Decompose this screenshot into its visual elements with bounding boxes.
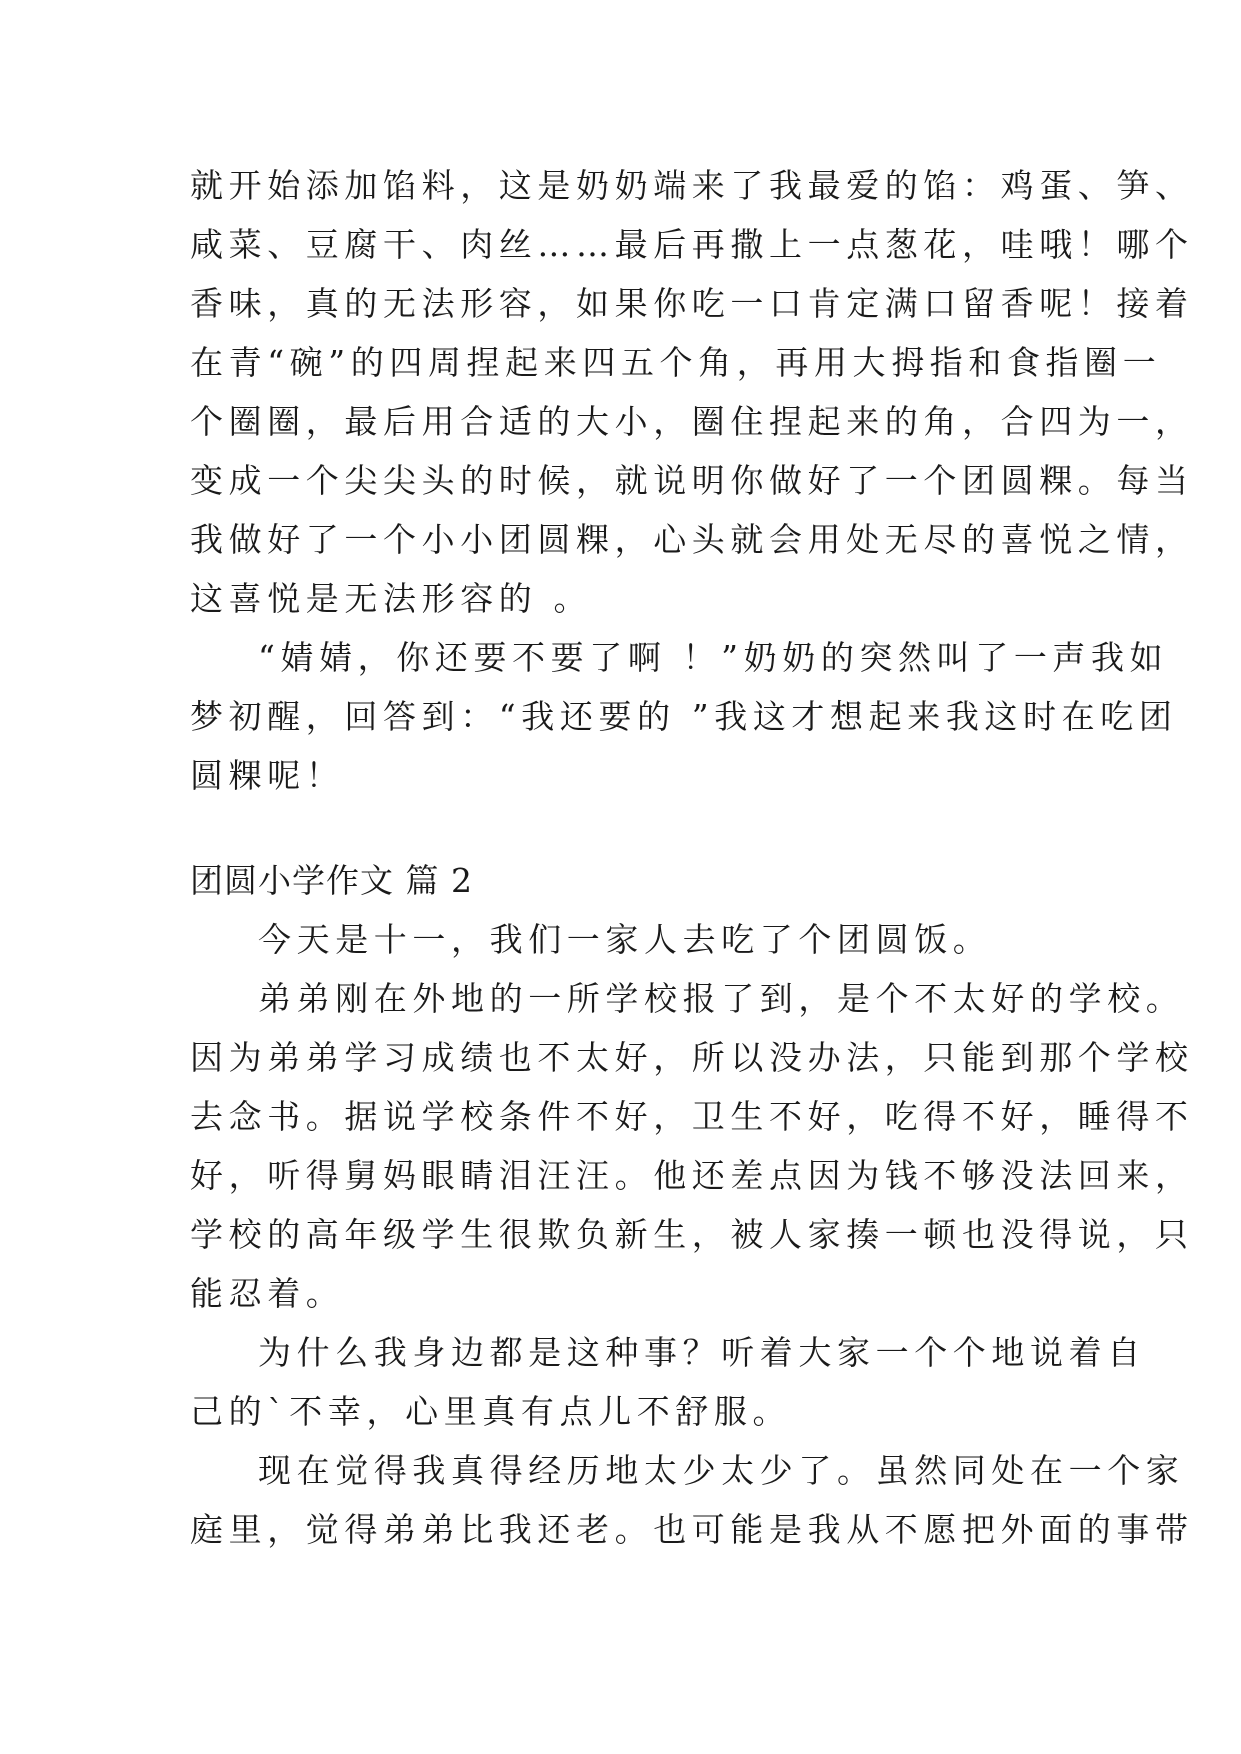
text-line: 这喜悦是无法形容的 。 [190, 579, 593, 618]
text-line: 梦初醒，回答到：“我还要的 ”我这才想起来我这时在吃团 [190, 697, 1178, 736]
text-line: 学校的高年级学生很欺负新生，被人家揍一顿也没得说，只 [190, 1215, 1194, 1254]
text-line: “婧婧，你还要不要了啊 ！”奶奶的突然叫了一声我如 [258, 638, 1169, 677]
text-line: 去念书。据说学校条件不好，卫生不好，吃得不好，睡得不 [190, 1097, 1194, 1136]
text-line: 在青“碗”的四周捏起来四五个角，再用大拇指和食指圈一 [190, 343, 1162, 382]
text-line: 现在觉得我真得经历地太少太少了。虽然同处在一个家 [258, 1451, 1185, 1490]
text-line: 就开始添加馅料，这是奶奶端来了我最爱的馅：鸡蛋、笋、 [190, 166, 1194, 205]
text-line: 能忍着。 [190, 1274, 345, 1313]
text-line: 个圈圈，最后用合适的大小，圈住捏起来的角，合四为一， [190, 402, 1194, 441]
text-line: 因为弟弟学习成绩也不太好，所以没办法，只能到那个学校 [190, 1038, 1194, 1077]
text-line: 香味，真的无法形容，如果你吃一口肯定满口留香呢！接着 [190, 284, 1194, 323]
text-line: 圆粿呢！ [190, 756, 345, 795]
text-line: 今天是十一，我们一家人去吃了个团圆饭。 [258, 920, 992, 959]
text-line: 弟弟刚在外地的一所学校报了到，是个不太好的学校。 [258, 979, 1185, 1018]
section-heading: 团圆小学作文 篇 2 [190, 861, 473, 900]
text-line: 咸菜、豆腐干、肉丝……最后再撒上一点葱花，哇哦！哪个 [190, 225, 1194, 264]
text-line: 好，听得舅妈眼睛泪汪汪。他还差点因为钱不够没法回来， [190, 1156, 1194, 1195]
text-line: 己的`不幸，心里真有点儿不舒服。 [190, 1392, 792, 1431]
text-line: 庭里，觉得弟弟比我还老。也可能是我从不愿把外面的事带 [190, 1510, 1194, 1549]
text-line: 为什么我身边都是这种事？听着大家一个个地说着自 [258, 1333, 1146, 1372]
text-line: 变成一个尖尖头的时候，就说明你做好了一个团圆粿。每当 [190, 461, 1194, 500]
text-line: 我做好了一个小小团圆粿，心头就会用处无尽的喜悦之情， [190, 520, 1194, 559]
